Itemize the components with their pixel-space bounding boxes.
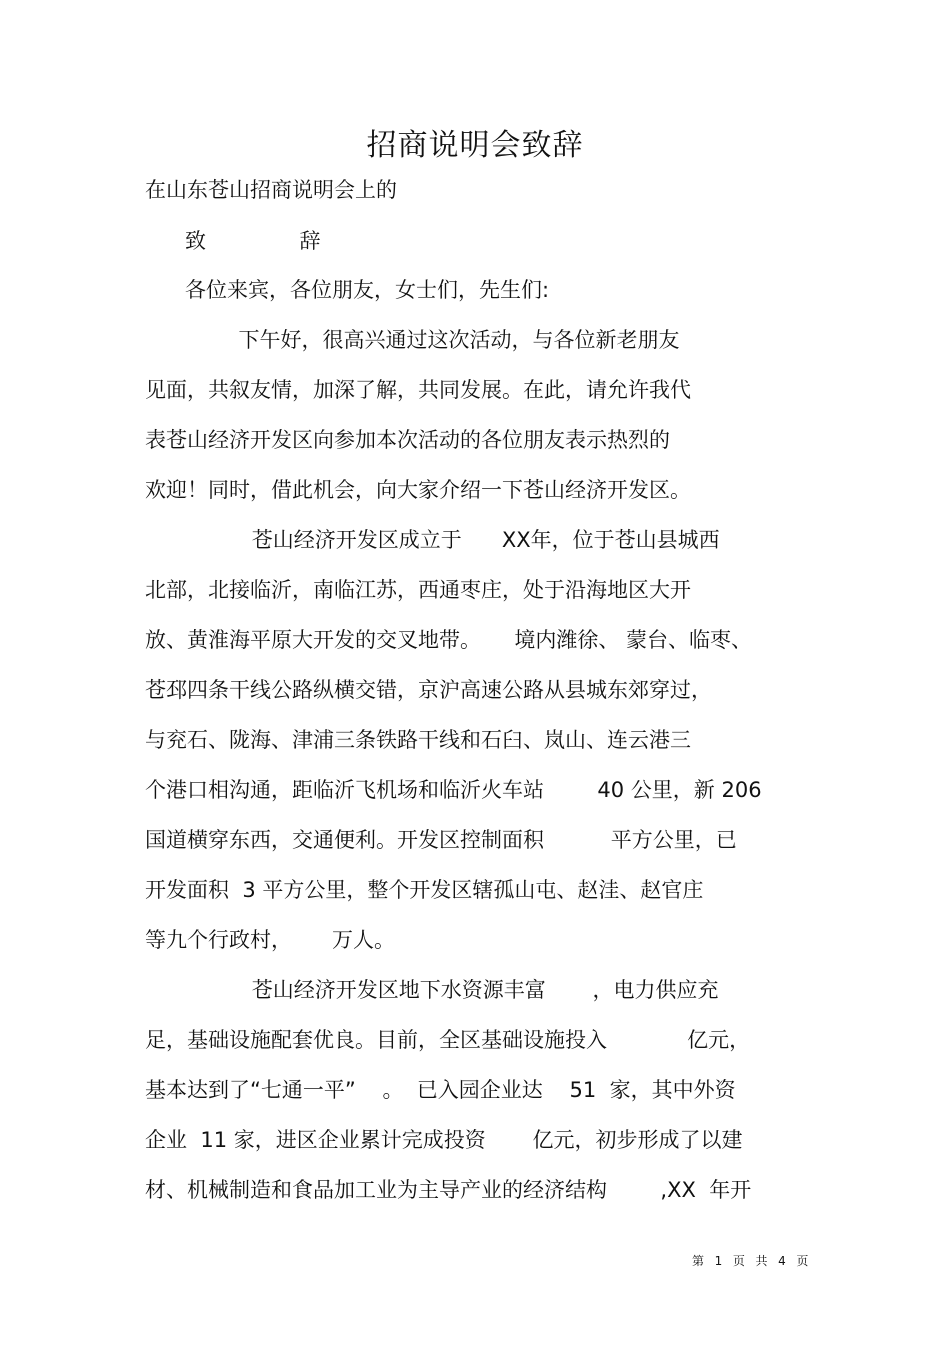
body-line: 国道横穿东西，交通便利。开发区控制面积 平方公里，已	[145, 828, 737, 852]
body-line: 见面，共叙友情，加深了解，共同发展。在此，请允许我代	[145, 378, 691, 402]
body-line: 放、黄淮海平原大开发的交叉地带。 境内潍徐、 蒙台、临枣、	[145, 628, 753, 652]
body-line: 与兖石、陇海、津浦三条铁路干线和石臼、岚山、连云港三	[145, 728, 691, 752]
body-line: 基本达到了“七通一平” 。 已入园企业达 51 家，其中外资	[145, 1078, 736, 1102]
body-line: 材、机械制造和食品加工业为主导产业的经济结构 ,XX 年开	[145, 1178, 752, 1202]
body-line: 欢迎！同时，借此机会，向大家介绍一下苍山经济开发区。	[145, 478, 691, 502]
body-line: 北部，北接临沂，南临江苏，西通枣庄，处于沿海地区大开	[145, 578, 691, 602]
document-title: 招商说明会致辞	[366, 128, 584, 163]
body-line: 个港口相沟通，距临沂飞机场和临沂火车站 40 公里，新 206	[145, 778, 762, 802]
body-line: 苍山经济开发区地下水资源丰富 ，电力供应充	[145, 978, 719, 1002]
body-line: 下午好，很高兴通过这次活动，与各位新老朋友	[145, 328, 680, 352]
body-line: 企业 11 家，进区企业累计完成投资 亿元，初步形成了以建	[145, 1128, 743, 1152]
body-line: 表苍山经济开发区向参加本次活动的各位朋友表示热烈的	[145, 428, 670, 452]
body-line: 苍邳四条干线公路纵横交错，京沪高速公路从县城东郊穿过，	[145, 678, 712, 702]
body-line: 等九个行政村， 万人。	[145, 928, 396, 952]
page-number: 第 1 页 共 4 页	[692, 1254, 810, 1268]
body-line: 足，基础设施配套优良。目前，全区基础设施投入 亿元，	[145, 1028, 751, 1052]
body-line: 苍山经济开发区成立于 XX年，位于苍山县城西	[145, 528, 720, 552]
body-line: 致 辞	[145, 229, 321, 253]
body-line: 开发面积 3 平方公里，整个开发区辖孤山屯、赵洼、赵官庄	[145, 878, 704, 902]
body-line: 在山东苍山招商说明会上的	[145, 178, 397, 202]
body-line: 各位来宾，各位朋友，女士们，先生们:	[145, 278, 550, 302]
